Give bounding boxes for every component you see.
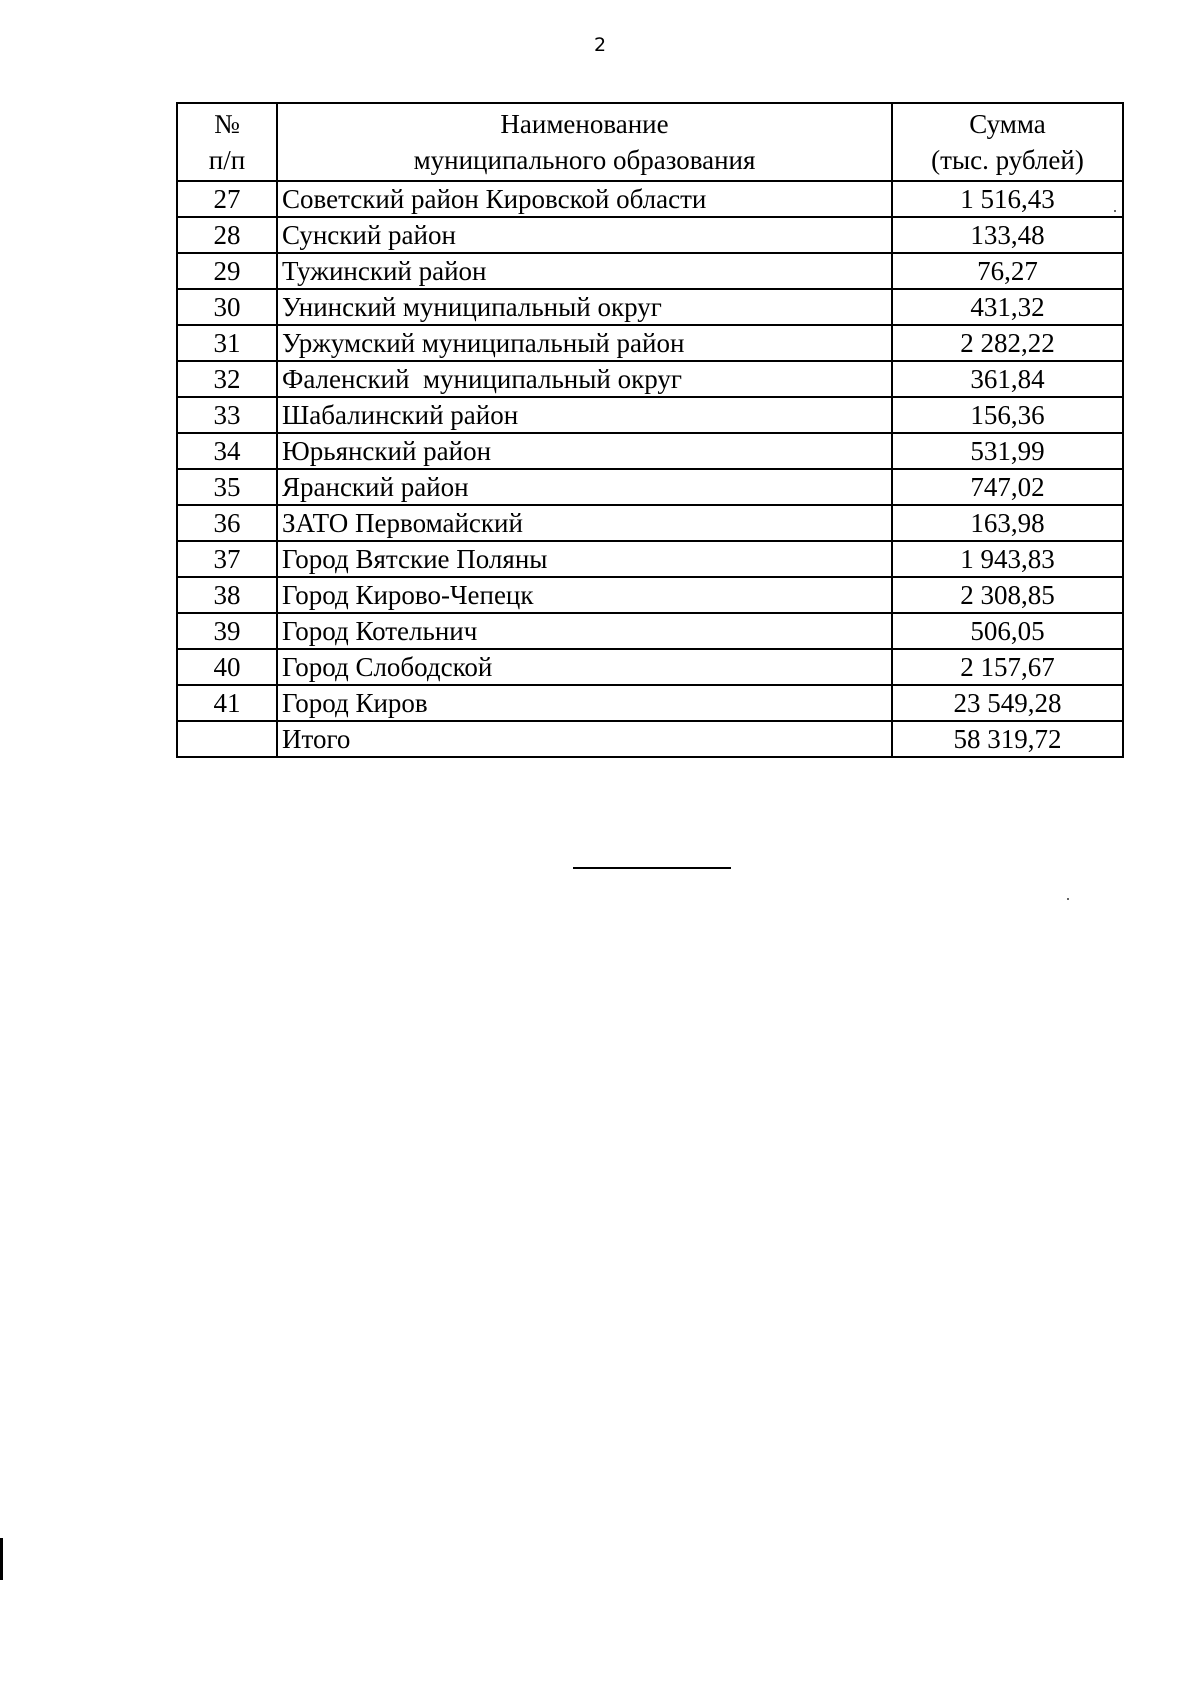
header-num-line-1: №: [214, 109, 240, 139]
row-sum: 23 549,28: [892, 685, 1123, 721]
table-row: [177, 433, 1123, 469]
row-name: Город Кирово-Чепецк: [277, 577, 892, 613]
table-row: [177, 541, 1123, 577]
row-num: 30: [177, 289, 277, 325]
row-num: 29: [177, 253, 277, 289]
row-name: Уржумский муниципальный район: [277, 325, 892, 361]
header-name-line-2: муниципального образования: [413, 145, 756, 175]
end-of-document-rule: [573, 867, 731, 869]
table-header-row: [177, 103, 1123, 181]
row-sum: 506,05: [892, 613, 1123, 649]
table-row: [177, 253, 1123, 289]
table-row: [177, 289, 1123, 325]
header-name: [277, 103, 892, 181]
row-num: 41: [177, 685, 277, 721]
table-row: [177, 325, 1123, 361]
row-num: 34: [177, 433, 277, 469]
table-row: [177, 181, 1123, 217]
row-name: Город Киров: [277, 685, 892, 721]
page-number: 2: [593, 34, 607, 56]
row-name: Тужинский район: [277, 253, 892, 289]
row-sum: 1 943,83: [892, 541, 1123, 577]
row-sum: 361,84: [892, 361, 1123, 397]
table-row: [177, 649, 1123, 685]
row-name: Сунский район: [277, 217, 892, 253]
row-sum: 2 308,85: [892, 577, 1123, 613]
table-row: [177, 217, 1123, 253]
row-num: 33: [177, 397, 277, 433]
table-row: [177, 577, 1123, 613]
scan-edge-mark: [0, 1538, 3, 1580]
row-sum: 747,02: [892, 469, 1123, 505]
row-name: ЗАТО Первомайский: [277, 505, 892, 541]
header-sum: [892, 103, 1123, 181]
table-row: [177, 685, 1123, 721]
row-name: Фаленский муниципальный округ: [277, 361, 892, 397]
row-sum: 163,98: [892, 505, 1123, 541]
row-num: 40: [177, 649, 277, 685]
header-sum-line-1: Сумма: [969, 109, 1046, 139]
row-sum: 133,48: [892, 217, 1123, 253]
row-sum: 2 157,67: [892, 649, 1123, 685]
row-num: 35: [177, 469, 277, 505]
row-name: Яранский район: [277, 469, 892, 505]
scan-speck: [1067, 898, 1069, 900]
row-name: Советский район Кировской области: [277, 181, 892, 217]
row-sum: 76,27: [892, 253, 1123, 289]
row-num: 39: [177, 613, 277, 649]
total-label: Итого: [277, 721, 892, 757]
row-name: Город Вятские Поляны: [277, 541, 892, 577]
row-num: 36: [177, 505, 277, 541]
row-num: 31: [177, 325, 277, 361]
header-sum-line-2: (тыс. рублей): [931, 145, 1084, 175]
row-name: Юрьянский район: [277, 433, 892, 469]
header-num: [177, 103, 277, 181]
row-name: Шабалинский район: [277, 397, 892, 433]
row-num: 38: [177, 577, 277, 613]
row-sum: 431,32: [892, 289, 1123, 325]
row-sum: 1 516,43: [892, 181, 1123, 217]
municipality-sum-table: [176, 102, 1124, 758]
row-num: 32: [177, 361, 277, 397]
total-num: [177, 721, 277, 757]
table-row: [177, 505, 1123, 541]
row-sum: 531,99: [892, 433, 1123, 469]
row-name: Город Котельнич: [277, 613, 892, 649]
table-row: [177, 469, 1123, 505]
table-row: [177, 361, 1123, 397]
row-sum: 2 282,22: [892, 325, 1123, 361]
table-row: [177, 613, 1123, 649]
header-num-line-2: п/п: [208, 145, 246, 175]
table-row: [177, 397, 1123, 433]
row-num: 27: [177, 181, 277, 217]
row-num: 28: [177, 217, 277, 253]
scan-speck: [1114, 210, 1116, 212]
header-name-line-1: Наименование: [500, 109, 669, 139]
total-sum: 58 319,72: [892, 721, 1123, 757]
row-name: Унинский муниципальный округ: [277, 289, 892, 325]
row-name: Город Слободской: [277, 649, 892, 685]
table-total-row: [177, 721, 1123, 757]
row-num: 37: [177, 541, 277, 577]
row-sum: 156,36: [892, 397, 1123, 433]
